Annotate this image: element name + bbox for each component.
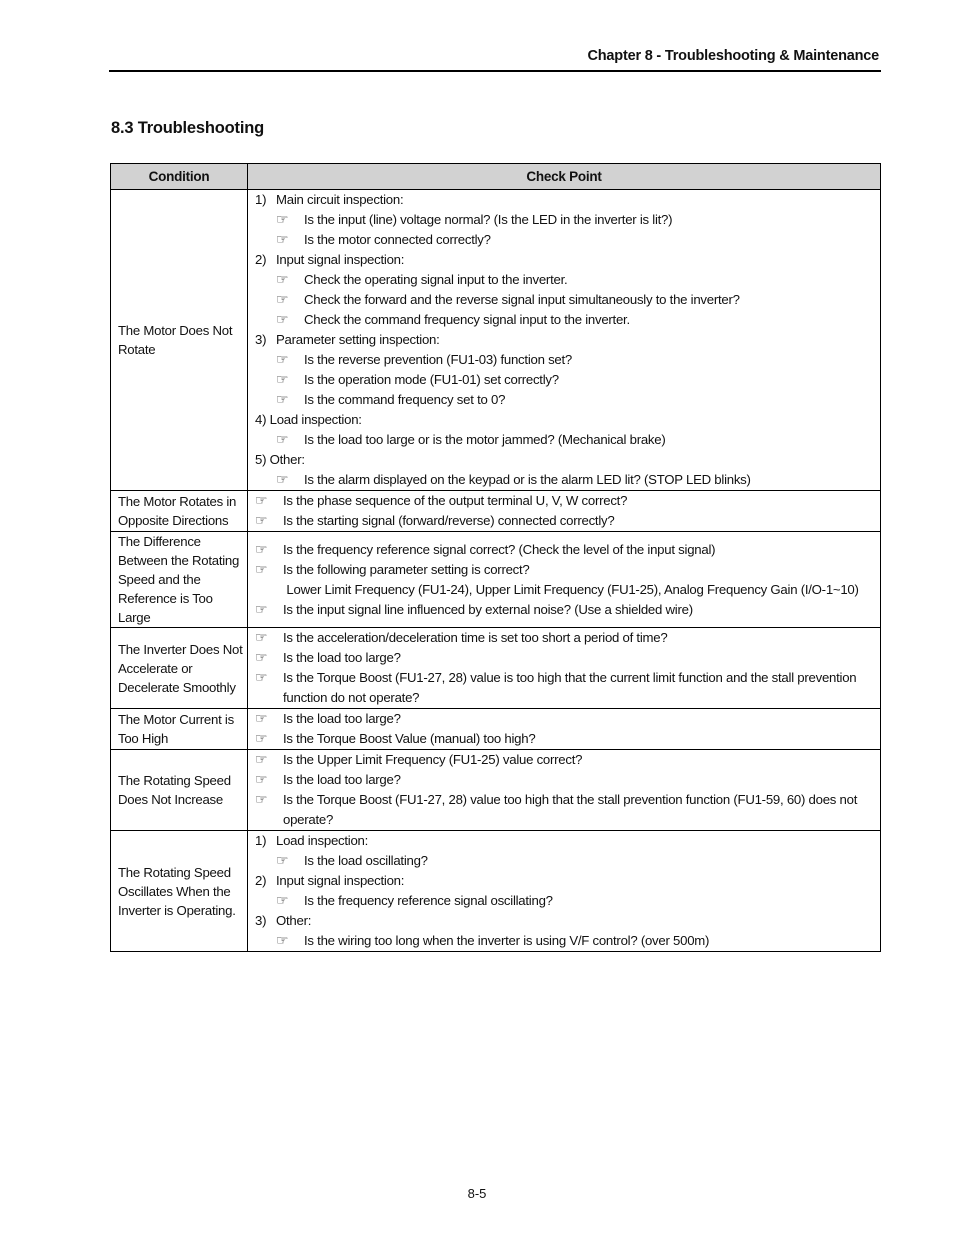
check-point-text: function do not operate? bbox=[283, 690, 420, 705]
pointing-hand-icon: ☞ bbox=[276, 232, 289, 248]
check-point-line bbox=[255, 270, 874, 290]
check-point-line bbox=[255, 470, 874, 490]
check-point-header: Check Point bbox=[248, 164, 881, 190]
check-point-text: Is the Torque Boost (FU1-27, 28) value is too high that the current limit function and the stall prevention bbox=[283, 670, 857, 685]
page-number: 8-5 bbox=[467, 1186, 487, 1201]
pointing-hand-icon: ☞ bbox=[255, 670, 268, 686]
pointing-hand-icon: ☞ bbox=[255, 561, 268, 578]
table-row bbox=[111, 491, 881, 532]
condition-cell: The Difference Between the Rotating Speed and the Reference is Too Large bbox=[111, 532, 248, 628]
check-point-text: Is the frequency reference signal oscillating? bbox=[304, 893, 553, 908]
check-point-line bbox=[255, 600, 874, 620]
check-point-text: Input signal inspection: bbox=[276, 873, 405, 888]
check-point-line bbox=[255, 750, 874, 770]
check-point-text: Is the starting signal (forward/reverse) connected correctly? bbox=[283, 513, 615, 528]
check-point-text: Is the load oscillating? bbox=[304, 853, 428, 868]
check-point-text: Is the load too large? bbox=[283, 650, 401, 665]
check-point-text: Is the load too large? bbox=[283, 711, 401, 726]
step-number: 2) bbox=[255, 252, 267, 267]
pointing-hand-icon: ☞ bbox=[255, 711, 268, 727]
step-number: 1) bbox=[255, 833, 267, 848]
check-point-line bbox=[255, 628, 874, 648]
check-point-line bbox=[255, 891, 874, 911]
check-point-line bbox=[255, 290, 874, 310]
page-header bbox=[109, 46, 881, 72]
pointing-hand-icon: ☞ bbox=[276, 372, 289, 388]
check-point-text: Check the command frequency signal input to the inverter. bbox=[304, 312, 630, 327]
check-point-line bbox=[255, 491, 874, 511]
pointing-hand-icon: ☞ bbox=[276, 472, 289, 488]
pointing-hand-icon: ☞ bbox=[276, 392, 289, 408]
pointing-hand-icon: ☞ bbox=[276, 352, 289, 368]
check-point-line bbox=[255, 250, 874, 270]
check-point-text: Is the wiring too long when the inverter is using V/F control? (over 500m) bbox=[304, 933, 710, 948]
check-point-text: operate? bbox=[283, 812, 334, 827]
check-point-cell bbox=[248, 628, 881, 709]
check-point-text: 5) Other: bbox=[255, 452, 305, 467]
pointing-hand-icon: ☞ bbox=[255, 493, 268, 509]
check-point-text: Input signal inspection: bbox=[276, 252, 405, 267]
check-point-text: Load inspection: bbox=[276, 833, 369, 848]
check-point-line bbox=[255, 851, 874, 871]
check-point-line bbox=[255, 330, 874, 350]
check-point-line bbox=[255, 230, 874, 250]
check-point-line bbox=[255, 310, 874, 330]
check-point-line bbox=[255, 931, 874, 951]
condition-cell: The Rotating Speed Oscillates When the Inverter is Operating. bbox=[111, 831, 248, 952]
check-point-line bbox=[255, 540, 874, 560]
check-point-line bbox=[255, 430, 874, 450]
check-point-line bbox=[255, 911, 874, 931]
section-title: 8.3 Troubleshooting bbox=[111, 119, 264, 137]
pointing-hand-icon: ☞ bbox=[255, 752, 268, 768]
pointing-hand-icon: ☞ bbox=[276, 893, 289, 909]
check-point-line bbox=[255, 410, 874, 430]
check-point-text: Is the following parameter setting is correct? bbox=[283, 561, 530, 577]
condition-cell: The Motor Does Not Rotate bbox=[111, 190, 248, 491]
pointing-hand-icon: ☞ bbox=[276, 292, 289, 308]
check-point-cell bbox=[248, 190, 881, 491]
check-point-line bbox=[255, 450, 874, 470]
check-point-line bbox=[255, 350, 874, 370]
check-point-line bbox=[255, 668, 874, 688]
check-point-cell bbox=[248, 532, 881, 628]
check-point-line bbox=[255, 871, 874, 891]
check-point-text: Is the Upper Limit Frequency (FU1-25) value correct? bbox=[283, 752, 583, 767]
check-point-line bbox=[255, 560, 874, 580]
check-point-cell bbox=[248, 709, 881, 750]
check-point-text: Is the load too large? bbox=[283, 772, 401, 787]
check-point-line bbox=[255, 511, 874, 531]
pointing-hand-icon: ☞ bbox=[276, 432, 289, 448]
condition-cell: The Rotating Speed Does Not Increase bbox=[111, 750, 248, 831]
pointing-hand-icon: ☞ bbox=[276, 272, 289, 288]
condition-header: Condition bbox=[111, 164, 248, 190]
check-point-cell bbox=[248, 750, 881, 831]
check-point-text: 4) Load inspection: bbox=[255, 412, 362, 427]
check-point-text: Is the load too large or is the motor jammed? (Mechanical brake) bbox=[304, 432, 666, 447]
pointing-hand-icon: ☞ bbox=[276, 212, 289, 228]
table-header-row bbox=[111, 164, 881, 190]
check-point-text: Main circuit inspection: bbox=[276, 192, 404, 207]
condition-cell: The Motor Rotates in Opposite Directions bbox=[111, 491, 248, 532]
pointing-hand-icon: ☞ bbox=[255, 630, 268, 646]
check-point-line bbox=[255, 688, 874, 708]
check-point-line bbox=[255, 729, 874, 749]
table-row bbox=[111, 831, 881, 952]
check-point-line bbox=[255, 831, 874, 851]
check-point-line bbox=[255, 210, 874, 230]
check-point-text: Is the input (line) voltage normal? (Is the LED in the inverter is lit?) bbox=[304, 212, 673, 227]
check-point-text: Parameter setting inspection: bbox=[276, 332, 440, 347]
step-number: 2) bbox=[255, 873, 267, 888]
pointing-hand-icon: ☞ bbox=[276, 312, 289, 328]
pointing-hand-icon: ☞ bbox=[255, 601, 268, 618]
step-number: 3) bbox=[255, 913, 267, 928]
pointing-hand-icon: ☞ bbox=[255, 541, 268, 558]
check-point-text: Is the motor connected correctly? bbox=[304, 232, 491, 247]
check-point-text: Is the operation mode (FU1-01) set correctly? bbox=[304, 372, 559, 387]
check-point-text: Check the forward and the reverse signal input simultaneously to the inverter? bbox=[304, 292, 740, 307]
check-point-cell bbox=[248, 491, 881, 532]
check-point-line bbox=[255, 810, 874, 830]
pointing-hand-icon: ☞ bbox=[255, 731, 268, 747]
condition-cell: The Motor Current is Too High bbox=[111, 709, 248, 750]
step-number: 1) bbox=[255, 192, 267, 207]
step-number: 3) bbox=[255, 332, 267, 347]
check-point-text: Is the acceleration/deceleration time is set too short a period of time? bbox=[283, 630, 668, 645]
pointing-hand-icon: ☞ bbox=[255, 650, 268, 666]
check-point-text: Is the phase sequence of the output terminal U, V, W correct? bbox=[283, 493, 628, 508]
check-point-text: Is the reverse prevention (FU1-03) function set? bbox=[304, 352, 573, 367]
check-point-line bbox=[255, 770, 874, 790]
condition-cell: The Inverter Does Not Accelerate or Decelerate Smoothly bbox=[111, 628, 248, 709]
table-row bbox=[111, 532, 881, 628]
check-point-text: Is the input signal line influenced by external noise? (Use a shielded wire) bbox=[283, 601, 693, 617]
check-point-text: Is the frequency reference signal correct? (Check the level of the input signal) bbox=[283, 541, 716, 557]
table-row bbox=[111, 709, 881, 750]
check-point-text: Other: bbox=[276, 913, 312, 928]
check-point-text: Is the Torque Boost Value (manual) too high? bbox=[283, 731, 536, 746]
pointing-hand-icon: ☞ bbox=[276, 933, 289, 949]
check-point-line bbox=[255, 790, 874, 810]
check-point-line bbox=[255, 370, 874, 390]
troubleshooting-table bbox=[110, 163, 881, 952]
table-row bbox=[111, 628, 881, 709]
pointing-hand-icon: ☞ bbox=[255, 792, 268, 808]
check-point-line bbox=[255, 190, 874, 210]
pointing-hand-icon: ☞ bbox=[276, 853, 289, 869]
check-point-text: Check the operating signal input to the inverter. bbox=[304, 272, 568, 287]
check-point-text: Lower Limit Frequency (FU1-24), Upper Limit Frequency (FU1-25), Analog Frequency Gain (I/O-1~10) bbox=[283, 581, 859, 597]
chapter-title: Chapter 8 - Troubleshooting & Maintenance bbox=[587, 48, 879, 64]
check-point-line bbox=[255, 390, 874, 410]
table-row bbox=[111, 190, 881, 491]
table-body bbox=[111, 190, 881, 952]
check-point-line bbox=[255, 709, 874, 729]
check-point-text: Is the command frequency set to 0? bbox=[304, 392, 506, 407]
pointing-hand-icon: ☞ bbox=[255, 513, 268, 529]
check-point-line bbox=[255, 648, 874, 668]
check-point-text: Is the Torque Boost (FU1-27, 28) value too high that the stall prevention function (FU1-59, 60) does not bbox=[283, 792, 858, 807]
pointing-hand-icon: ☞ bbox=[255, 772, 268, 788]
check-point-cell bbox=[248, 831, 881, 952]
check-point-line bbox=[255, 580, 874, 600]
check-point-text: Is the alarm displayed on the keypad or is the alarm LED lit? (STOP LED blinks) bbox=[304, 472, 751, 487]
table-row bbox=[111, 750, 881, 831]
